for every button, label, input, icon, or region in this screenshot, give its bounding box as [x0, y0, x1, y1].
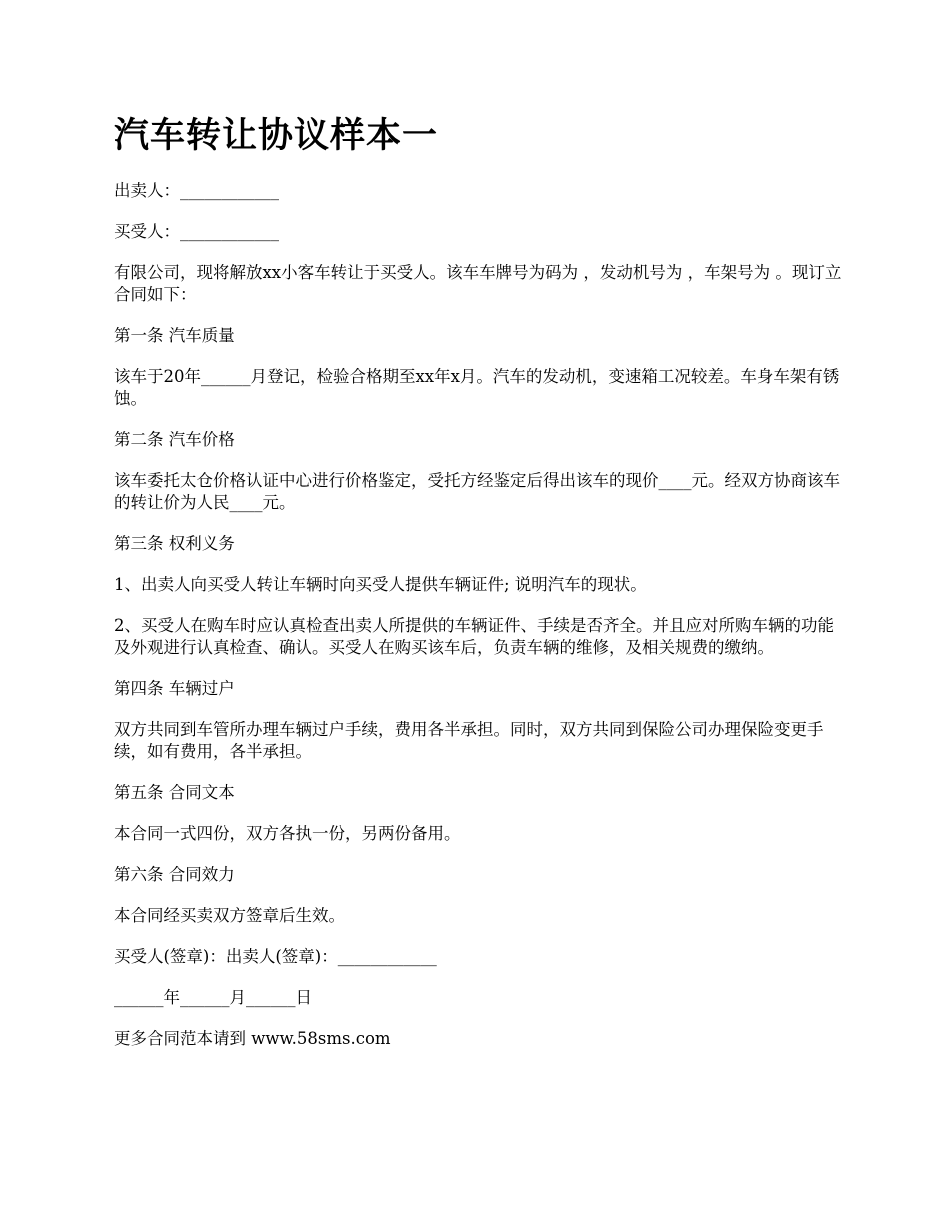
article-3-item-1: 1、出卖人向买受人转让车辆时向买受人提供车辆证件; 说明汽车的现状。: [114, 575, 647, 594]
buyer-line: 买受人：____________: [114, 222, 279, 241]
document-title: 汽车转让协议样本一: [114, 116, 439, 156]
document-page: [114, 112, 844, 1069]
intro-paragraph: 有限公司，现将解放xx小客车转让于买受人。该车车牌号为码为 ，发动机号为 ，车架号为 。现订立合同如下：: [114, 263, 842, 304]
article-3-item-2: 2、买受人在购车时应认真检查出卖人所提供的车辆证件、手续是否齐全。并且应对所购车辆的功能及外观进行认真检查、确认。买受人在购买该车后，负责车辆的维修，及相关规费的缴纳。: [114, 616, 834, 657]
article-3-heading: 第三条 权利义务: [114, 534, 235, 553]
article-5-body: 本合同一式四份，双方各执一份，另两份备用。: [114, 824, 461, 843]
article-4-heading: 第四条 车辆过户: [114, 679, 235, 698]
date-line: ______年______月______日: [114, 988, 312, 1007]
article-2-body: 该车委托太仓价格认证中心进行价格鉴定，受托方经鉴定后得出该车的现价____元。经双方协商该车的转让价为人民____元。: [114, 471, 840, 512]
footer-link-line: 更多合同范本请到 www.58sms.com: [114, 1029, 391, 1048]
article-6-heading: 第六条 合同效力: [114, 865, 235, 884]
article-2-heading: 第二条 汽车价格: [114, 430, 235, 449]
article-1-body: 该车于20年______月登记，检验合格期至xx年x月。汽车的发动机，变速箱工况较差。车身车架有锈蚀。: [114, 367, 840, 408]
article-6-body: 本合同经买卖双方签章后生效。: [114, 906, 345, 925]
article-1-heading: 第一条 汽车质量: [114, 326, 235, 345]
seller-line: 出卖人：____________: [114, 181, 279, 200]
signature-line: 买受人(签章)：出卖人(签章)：____________: [114, 947, 437, 966]
article-5-heading: 第五条 合同文本: [114, 783, 235, 802]
article-4-body: 双方共同到车管所办理车辆过户手续，费用各半承担。同时，双方共同到保险公司办理保险变更手续，如有费用，各半承担。: [114, 720, 824, 761]
